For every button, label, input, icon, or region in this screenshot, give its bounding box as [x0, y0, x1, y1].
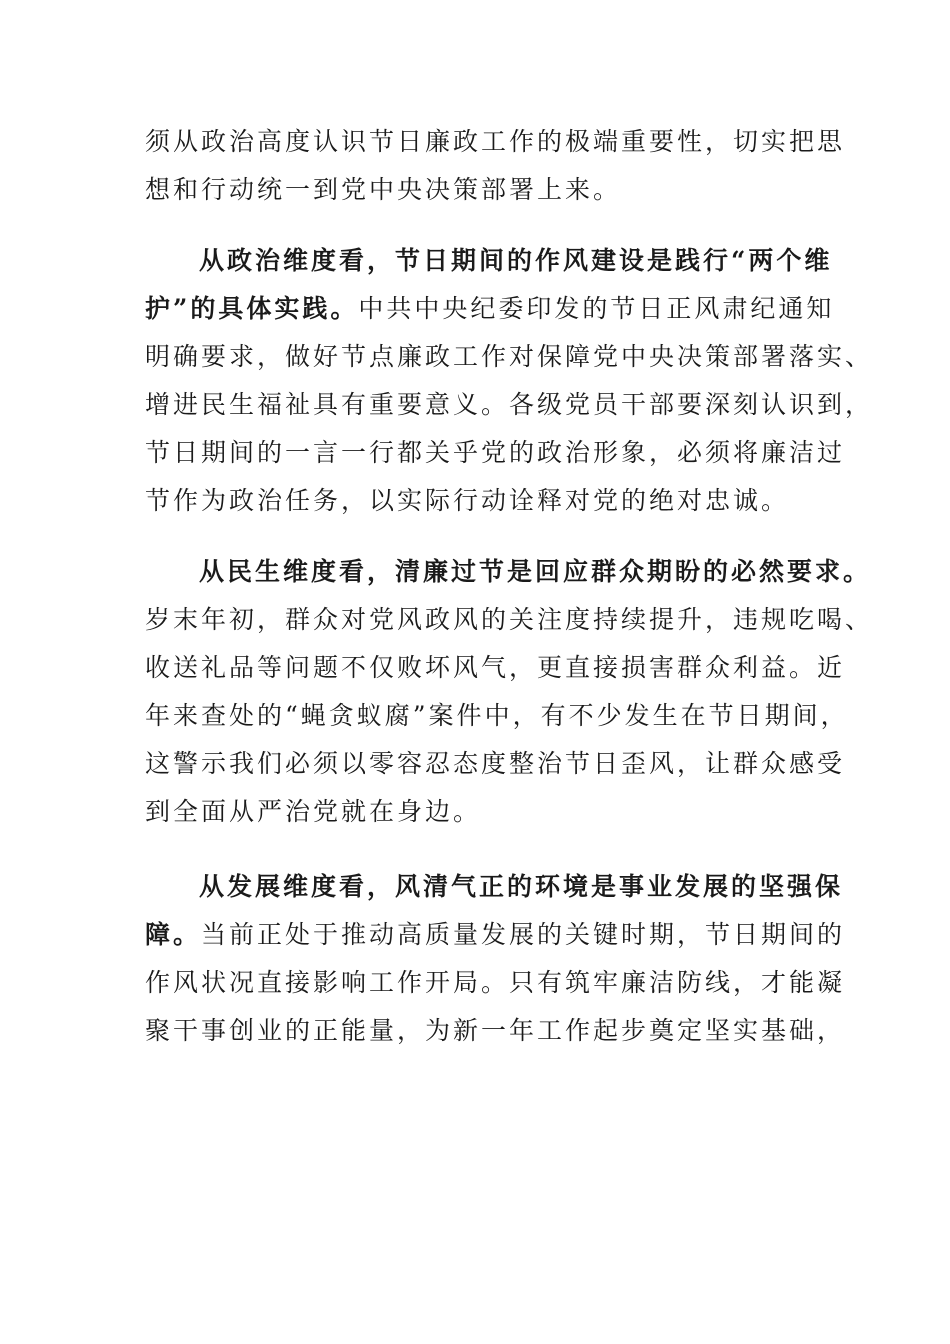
text-line [145, 788, 815, 836]
document-body [145, 118, 874, 1055]
text-line [145, 118, 846, 166]
heading-text: 从民生维度看，清廉过节是回应群众期盼的必然要求。 [199, 557, 872, 586]
paragraph-political [145, 237, 874, 525]
line-text: 想和行动统一到党中央决策部署上来。 [145, 175, 622, 204]
line-text: 节日期间的一言一行都关乎党的政治形象，必须将廉洁过 [145, 438, 846, 467]
paragraph-development [145, 863, 846, 1055]
heading-text: 从政治维度看，节日期间的作风建设是践行“两个维 [199, 246, 833, 275]
text-line [145, 285, 835, 333]
text-line [145, 911, 846, 959]
text-line [145, 237, 833, 285]
text-line [145, 548, 872, 596]
line-text: 增进民生福祉具有重要意义。各级党员干部要深刻认识到， [145, 390, 874, 419]
text-line [145, 477, 815, 525]
paragraph-livelihood [145, 548, 874, 836]
line-text: 岁末年初，群众对党风政风的关注度持续提升，违规吃喝、 [145, 605, 874, 634]
line-text: 须从政治高度认识节日廉政工作的极端重要性，切实把思 [145, 127, 846, 156]
text-line [145, 333, 874, 381]
heading-text: 障。 [145, 920, 202, 949]
text-line [145, 740, 846, 788]
text-line [145, 429, 846, 477]
line-text: 到全面从严治党就在身边。 [145, 797, 482, 826]
text-line [145, 644, 846, 692]
text-line [145, 596, 874, 644]
line-text: 当前正处于推动高质量发展的关键时期，节日期间的 [201, 920, 846, 949]
line-text: 收送礼品等问题不仅败坏风气，更直接损害群众利益。近 [145, 653, 846, 682]
line-text: 年来查处的“蝇贪蚁腐”案件中，有不少发生在节日期间， [145, 701, 849, 730]
paragraph-continuation [145, 118, 846, 214]
line-text: 这警示我们必须以零容忍态度整治节日歪风，让群众感受 [145, 749, 846, 778]
line-text: 中共中央纪委印发的节日正风肃纪通知 [358, 294, 835, 323]
heading-text: 从发展维度看，风清气正的环境是事业发展的坚强保 [199, 872, 844, 901]
text-line [145, 1007, 846, 1055]
heading-text: 护”的具体实践。 [145, 294, 359, 323]
line-text: 作风状况直接影响工作开局。只有筑牢廉洁防线，才能凝 [145, 968, 846, 997]
line-text: 聚干事创业的正能量，为新一年工作起步奠定坚实基础， [145, 1016, 846, 1045]
text-line [145, 166, 815, 214]
line-text: 节作为政治任务，以实际行动诠释对党的绝对忠诚。 [145, 486, 790, 515]
text-line [145, 381, 874, 429]
text-line [145, 863, 844, 911]
line-text: 明确要求，做好节点廉政工作对保障党中央决策部署落实、 [145, 342, 874, 371]
text-line [145, 692, 849, 740]
text-line [145, 959, 846, 1007]
